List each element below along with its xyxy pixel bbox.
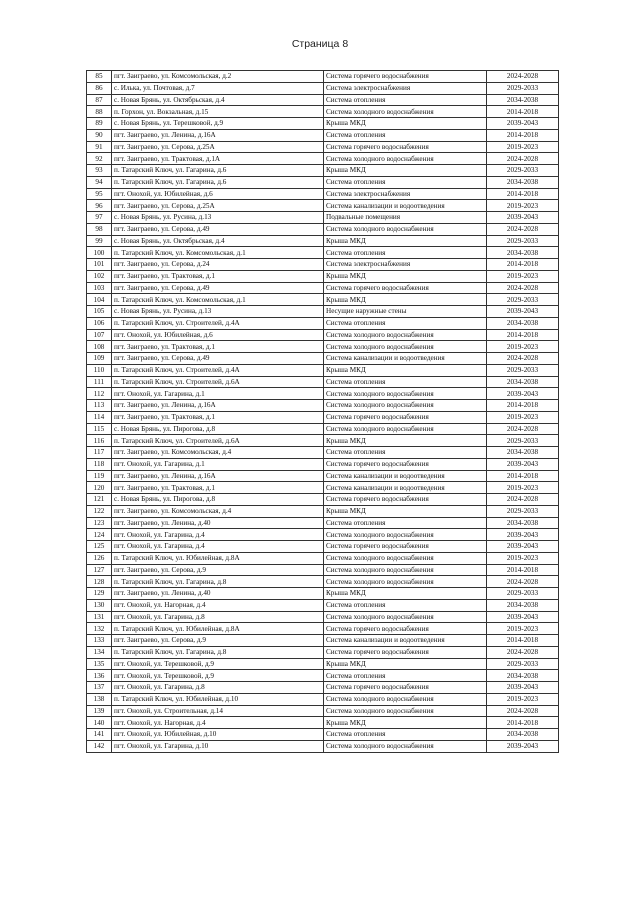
system-cell: Система холодного водоснабжения	[324, 153, 487, 165]
period-cell: 2024-2028	[487, 646, 559, 658]
system-cell: Система электроснабжения	[324, 188, 487, 200]
table-row	[87, 435, 559, 447]
row-number: 115	[87, 423, 112, 435]
row-number: 101	[87, 259, 112, 271]
address-cell: пгт. Заиграево, ул. Серова, д.49	[112, 223, 324, 235]
table-row	[87, 141, 559, 153]
row-number: 87	[87, 94, 112, 106]
row-number: 92	[87, 153, 112, 165]
address-cell: п. Татарский Ключ, ул. Гагарина, д.8	[112, 646, 324, 658]
period-cell: 2039-2043	[487, 682, 559, 694]
table-row	[87, 294, 559, 306]
address-cell: п. Татарский Ключ, ул. Строителей, д.6А	[112, 435, 324, 447]
address-cell: пгт. Заиграево, ул. Серова, д.25А	[112, 141, 324, 153]
table-row	[87, 635, 559, 647]
period-cell: 2014-2018	[487, 470, 559, 482]
table-row	[87, 705, 559, 717]
system-cell: Система холодного водоснабжения	[324, 423, 487, 435]
address-cell: с. Новая Брянь, ул. Октябрьская, д.4	[112, 94, 324, 106]
system-cell: Система отопления	[324, 176, 487, 188]
row-number: 125	[87, 541, 112, 553]
address-cell: пгт. Онохой, ул. Юбилейная, д.6	[112, 329, 324, 341]
address-cell: п. Татарский Ключ, ул. Комсомольская, д.1	[112, 294, 324, 306]
system-cell: Крыша МКД	[324, 364, 487, 376]
address-cell: пгт. Онохой, ул. Нагорная, д.4	[112, 717, 324, 729]
row-number: 118	[87, 458, 112, 470]
table-row	[87, 212, 559, 224]
row-number: 141	[87, 729, 112, 741]
row-number: 91	[87, 141, 112, 153]
row-number: 134	[87, 646, 112, 658]
row-number: 88	[87, 106, 112, 118]
table-row	[87, 729, 559, 741]
address-cell: пгт. Заиграево, ул. Трактовая, д.1	[112, 341, 324, 353]
row-number: 123	[87, 517, 112, 529]
period-cell: 2034-2038	[487, 376, 559, 388]
period-cell: 2019-2023	[487, 200, 559, 212]
table-row	[87, 623, 559, 635]
system-cell: Система отопления	[324, 317, 487, 329]
address-cell: пгт. Заиграево, ул. Серова, д.25А	[112, 200, 324, 212]
address-cell: с. Новая Брянь, ул. Терешковой, д.9	[112, 118, 324, 130]
address-cell: п. Татарский Ключ, ул. Юбилейная, д.10	[112, 693, 324, 705]
row-number: 130	[87, 599, 112, 611]
period-cell: 2024-2028	[487, 153, 559, 165]
row-number: 140	[87, 717, 112, 729]
row-number: 97	[87, 212, 112, 224]
system-cell: Система горячего водоснабжения	[324, 682, 487, 694]
row-number: 122	[87, 505, 112, 517]
period-cell: 2034-2038	[487, 599, 559, 611]
period-cell: 2029-2033	[487, 658, 559, 670]
table-row	[87, 411, 559, 423]
address-cell: с. Новая Брянь, ул. Пирогова, д.8	[112, 423, 324, 435]
address-cell: пгт. Онохой, ул. Гагарина, д.4	[112, 529, 324, 541]
address-cell: пгт. Заиграево, ул. Комсомольская, д.4	[112, 447, 324, 459]
row-number: 94	[87, 176, 112, 188]
period-cell: 2014-2018	[487, 400, 559, 412]
row-number: 138	[87, 693, 112, 705]
period-cell: 2029-2033	[487, 588, 559, 600]
address-cell: пгт. Заиграево, ул. Трактовая, д.1	[112, 270, 324, 282]
system-cell: Крыша МКД	[324, 717, 487, 729]
row-number: 121	[87, 494, 112, 506]
address-cell: п. Татарский Ключ, ул. Юбилейная, д.8А	[112, 552, 324, 564]
row-number: 113	[87, 400, 112, 412]
system-cell: Система холодного водоснабжения	[324, 564, 487, 576]
address-cell: пгт. Онохой, ул. Терешковой, д.9	[112, 658, 324, 670]
table-row	[87, 682, 559, 694]
system-cell: Система электроснабжения	[324, 259, 487, 271]
period-cell: 2039-2043	[487, 306, 559, 318]
row-number: 131	[87, 611, 112, 623]
system-cell: Система отопления	[324, 247, 487, 259]
period-cell: 2039-2043	[487, 611, 559, 623]
repair-schedule-table	[86, 70, 559, 753]
table-row	[87, 564, 559, 576]
address-cell: пгт. Заиграево, ул. Ленина, д.40	[112, 517, 324, 529]
period-cell: 2019-2023	[487, 693, 559, 705]
system-cell: Система горячего водоснабжения	[324, 458, 487, 470]
row-number: 95	[87, 188, 112, 200]
table-row	[87, 611, 559, 623]
system-cell: Система отопления	[324, 94, 487, 106]
row-number: 100	[87, 247, 112, 259]
address-cell: с. Новая Брянь, ул. Октябрьская, д.4	[112, 235, 324, 247]
system-cell: Система холодного водоснабжения	[324, 693, 487, 705]
address-cell: пгт. Онохой, ул. Терешковой, д.9	[112, 670, 324, 682]
row-number: 110	[87, 364, 112, 376]
system-cell: Крыша МКД	[324, 118, 487, 130]
address-cell: пгт. Онохой, ул. Юбилейная, д.10	[112, 729, 324, 741]
table-row	[87, 353, 559, 365]
table-row	[87, 223, 559, 235]
row-number: 104	[87, 294, 112, 306]
table-body	[87, 71, 559, 753]
address-cell: пгт. Заиграево, ул. Ленина, д.40	[112, 588, 324, 600]
period-cell: 2029-2033	[487, 435, 559, 447]
period-cell: 2014-2018	[487, 106, 559, 118]
table-row	[87, 153, 559, 165]
row-number: 139	[87, 705, 112, 717]
table-row	[87, 505, 559, 517]
system-cell: Система горячего водоснабжения	[324, 141, 487, 153]
table-row	[87, 106, 559, 118]
table-row	[87, 482, 559, 494]
table-row	[87, 176, 559, 188]
table-row	[87, 388, 559, 400]
period-cell: 2019-2023	[487, 341, 559, 353]
table-row	[87, 282, 559, 294]
address-cell: пгт. Онохой, ул. Гагарина, д.8	[112, 611, 324, 623]
period-cell: 2014-2018	[487, 329, 559, 341]
row-number: 98	[87, 223, 112, 235]
table-row	[87, 658, 559, 670]
row-number: 137	[87, 682, 112, 694]
system-cell: Система отопления	[324, 599, 487, 611]
system-cell: Система горячего водоснабжения	[324, 71, 487, 83]
table-row	[87, 494, 559, 506]
period-cell: 2029-2033	[487, 505, 559, 517]
period-cell: 2024-2028	[487, 223, 559, 235]
system-cell: Система холодного водоснабжения	[324, 705, 487, 717]
system-cell: Крыша МКД	[324, 658, 487, 670]
table-row	[87, 670, 559, 682]
address-cell: пгт. Онохой, ул. Гагарина, д.10	[112, 740, 324, 752]
page-number-label: Страница 8	[291, 38, 349, 50]
row-number: 106	[87, 317, 112, 329]
system-cell: Система отопления	[324, 670, 487, 682]
system-cell: Крыша МКД	[324, 270, 487, 282]
period-cell: 2014-2018	[487, 635, 559, 647]
row-number: 126	[87, 552, 112, 564]
address-cell: пгт. Заиграево, ул. Серова, д.49	[112, 282, 324, 294]
table-row	[87, 118, 559, 130]
period-cell: 2029-2033	[487, 364, 559, 376]
row-number: 103	[87, 282, 112, 294]
period-cell: 2039-2043	[487, 740, 559, 752]
period-cell: 2029-2033	[487, 294, 559, 306]
table-row	[87, 329, 559, 341]
address-cell: п. Татарский Ключ, ул. Строителей, д.4А	[112, 317, 324, 329]
address-cell: с. Новая Брянь, ул. Русина, д.13	[112, 306, 324, 318]
address-cell: с. Новая Брянь, ул. Пирогова, д.8	[112, 494, 324, 506]
period-cell: 2019-2023	[487, 552, 559, 564]
row-number: 93	[87, 165, 112, 177]
system-cell: Система отопления	[324, 517, 487, 529]
row-number: 114	[87, 411, 112, 423]
table-row	[87, 200, 559, 212]
system-cell: Система холодного водоснабжения	[324, 388, 487, 400]
period-cell: 2039-2043	[487, 118, 559, 130]
period-cell: 2019-2023	[487, 411, 559, 423]
row-number: 102	[87, 270, 112, 282]
system-cell: Система горячего водоснабжения	[324, 541, 487, 553]
row-number: 132	[87, 623, 112, 635]
table-row	[87, 259, 559, 271]
period-cell: 2019-2023	[487, 623, 559, 635]
table-row	[87, 646, 559, 658]
period-cell: 2029-2033	[487, 235, 559, 247]
period-cell: 2034-2038	[487, 94, 559, 106]
period-cell: 2029-2033	[487, 82, 559, 94]
table-row	[87, 94, 559, 106]
period-cell: 2034-2038	[487, 317, 559, 329]
system-cell: Система горячего водоснабжения	[324, 646, 487, 658]
table-row	[87, 317, 559, 329]
system-cell: Система холодного водоснабжения	[324, 529, 487, 541]
table-row	[87, 400, 559, 412]
address-cell: п. Горхон, ул. Вокзальная, д.15	[112, 106, 324, 118]
system-cell: Система отопления	[324, 129, 487, 141]
period-cell: 2039-2043	[487, 541, 559, 553]
system-cell: Система канализации и водоотведения	[324, 200, 487, 212]
system-cell: Система отопления	[324, 447, 487, 459]
system-cell: Система канализации и водоотведения	[324, 470, 487, 482]
table-row	[87, 235, 559, 247]
address-cell: п. Татарский Ключ, ул. Строителей, д.4А	[112, 364, 324, 376]
system-cell: Система горячего водоснабжения	[324, 282, 487, 294]
system-cell: Крыша МКД	[324, 588, 487, 600]
system-cell: Система холодного водоснабжения	[324, 740, 487, 752]
period-cell: 2024-2028	[487, 494, 559, 506]
system-cell: Система холодного водоснабжения	[324, 611, 487, 623]
address-cell: пгт. Онохой, ул. Гагарина, д.4	[112, 541, 324, 553]
table-row	[87, 447, 559, 459]
table-row	[87, 693, 559, 705]
row-number: 99	[87, 235, 112, 247]
row-number: 96	[87, 200, 112, 212]
row-number: 111	[87, 376, 112, 388]
period-cell: 2024-2028	[487, 576, 559, 588]
system-cell: Система холодного водоснабжения	[324, 576, 487, 588]
system-cell: Система горячего водоснабжения	[324, 623, 487, 635]
period-cell: 2034-2038	[487, 247, 559, 259]
address-cell: пгт. Онохой, ул. Гагарина, д.8	[112, 682, 324, 694]
row-number: 108	[87, 341, 112, 353]
table-row	[87, 588, 559, 600]
row-number: 112	[87, 388, 112, 400]
address-cell: пгт. Заиграево, ул. Трактовая, д.1	[112, 482, 324, 494]
table-row	[87, 552, 559, 564]
period-cell: 2024-2028	[487, 71, 559, 83]
address-cell: пгт. Заиграево, ул. Комсомольская, д.4	[112, 505, 324, 517]
address-cell: пгт. Онохой, ул. Гагарина, д.1	[112, 388, 324, 400]
address-cell: пгт. Заиграево, ул. Серова, д.9	[112, 635, 324, 647]
system-cell: Несущие наружные стены	[324, 306, 487, 318]
table-row	[87, 188, 559, 200]
row-number: 135	[87, 658, 112, 670]
period-cell: 2024-2028	[487, 282, 559, 294]
period-cell: 2024-2028	[487, 705, 559, 717]
system-cell: Подвальные помещения	[324, 212, 487, 224]
address-cell: п. Татарский Ключ, ул. Строителей, д.6А	[112, 376, 324, 388]
address-cell: пгт. Заиграево, ул. Трактовая, д.1А	[112, 153, 324, 165]
period-cell: 2034-2038	[487, 729, 559, 741]
row-number: 133	[87, 635, 112, 647]
table-row	[87, 165, 559, 177]
row-number: 117	[87, 447, 112, 459]
address-cell: пгт. Заиграево, ул. Комсомольская, д.2	[112, 71, 324, 83]
system-cell: Система горячего водоснабжения	[324, 494, 487, 506]
row-number: 107	[87, 329, 112, 341]
row-number: 142	[87, 740, 112, 752]
system-cell: Система холодного водоснабжения	[324, 341, 487, 353]
table-row	[87, 71, 559, 83]
period-cell: 2034-2038	[487, 176, 559, 188]
system-cell: Система холодного водоснабжения	[324, 400, 487, 412]
table-row	[87, 517, 559, 529]
period-cell: 2014-2018	[487, 188, 559, 200]
system-cell: Система холодного водоснабжения	[324, 223, 487, 235]
table-row	[87, 470, 559, 482]
row-number: 136	[87, 670, 112, 682]
period-cell: 2039-2043	[487, 212, 559, 224]
period-cell: 2019-2023	[487, 270, 559, 282]
address-cell: пгт. Онохой, ул. Юбилейная, д.6	[112, 188, 324, 200]
table-row	[87, 247, 559, 259]
address-cell: пгт. Заиграево, ул. Серова, д.49	[112, 353, 324, 365]
address-cell: п. Татарский Ключ, ул. Юбилейная, д.8А	[112, 623, 324, 635]
address-cell: п. Татарский Ключ, ул. Комсомольская, д.1	[112, 247, 324, 259]
table-row	[87, 270, 559, 282]
row-number: 116	[87, 435, 112, 447]
row-number: 120	[87, 482, 112, 494]
system-cell: Система канализации и водоотведения	[324, 353, 487, 365]
system-cell: Система канализации и водоотведения	[324, 635, 487, 647]
address-cell: пгт. Заиграево, ул. Серова, д.9	[112, 564, 324, 576]
table-row	[87, 306, 559, 318]
table-row	[87, 576, 559, 588]
address-cell: с. Илька, ул. Почтовая, д.7	[112, 82, 324, 94]
period-cell: 2019-2023	[487, 482, 559, 494]
system-cell: Система канализации и водоотведения	[324, 482, 487, 494]
system-cell: Крыша МКД	[324, 294, 487, 306]
table-row	[87, 529, 559, 541]
table-row	[87, 341, 559, 353]
table-row	[87, 740, 559, 752]
table-row	[87, 82, 559, 94]
period-cell: 2034-2038	[487, 517, 559, 529]
address-cell: пгт. Заиграево, ул. Ленина, д.16А	[112, 470, 324, 482]
system-cell: Система электроснабжения	[324, 82, 487, 94]
system-cell: Система холодного водоснабжения	[324, 329, 487, 341]
period-cell: 2014-2018	[487, 717, 559, 729]
period-cell: 2014-2018	[487, 564, 559, 576]
table-row	[87, 376, 559, 388]
address-cell: пгт. Заиграево, ул. Серова, д.24	[112, 259, 324, 271]
system-cell: Крыша МКД	[324, 435, 487, 447]
row-number: 129	[87, 588, 112, 600]
row-number: 128	[87, 576, 112, 588]
period-cell: 2039-2043	[487, 529, 559, 541]
period-cell: 2024-2028	[487, 423, 559, 435]
address-cell: п. Татарский Ключ, ул. Гагарина, д.8	[112, 576, 324, 588]
period-cell: 2014-2018	[487, 129, 559, 141]
system-cell: Крыша МКД	[324, 505, 487, 517]
address-cell: пгт. Онохой, ул. Гагарина, д.1	[112, 458, 324, 470]
row-number: 124	[87, 529, 112, 541]
period-cell: 2014-2018	[487, 259, 559, 271]
system-cell: Система отопления	[324, 376, 487, 388]
period-cell: 2039-2043	[487, 388, 559, 400]
system-cell: Крыша МКД	[324, 165, 487, 177]
table-row	[87, 129, 559, 141]
table-row	[87, 364, 559, 376]
row-number: 86	[87, 82, 112, 94]
period-cell: 2024-2028	[487, 353, 559, 365]
system-cell: Система холодного водоснабжения	[324, 552, 487, 564]
address-cell: пгт. Онохой, ул. Строительная, д.14	[112, 705, 324, 717]
address-cell: с. Новая Брянь, ул. Русина, д.13	[112, 212, 324, 224]
system-cell: Крыша МКД	[324, 235, 487, 247]
row-number: 89	[87, 118, 112, 130]
period-cell: 2029-2033	[487, 165, 559, 177]
period-cell: 2034-2038	[487, 447, 559, 459]
address-cell: пгт. Онохой, ул. Нагорная, д.4	[112, 599, 324, 611]
table-row	[87, 458, 559, 470]
row-number: 127	[87, 564, 112, 576]
row-number: 85	[87, 71, 112, 83]
address-cell: пгт. Заиграево, ул. Трактовая, д.1	[112, 411, 324, 423]
address-cell: п. Татарский Ключ, ул. Гагарина, д.6	[112, 165, 324, 177]
address-cell: пгт. Заиграево, ул. Ленина, д.16А	[112, 129, 324, 141]
table-row	[87, 423, 559, 435]
row-number: 109	[87, 353, 112, 365]
row-number: 119	[87, 470, 112, 482]
table-row	[87, 717, 559, 729]
table-row	[87, 599, 559, 611]
system-cell: Система холодного водоснабжения	[324, 106, 487, 118]
system-cell: Система горячего водоснабжения	[324, 411, 487, 423]
address-cell: п. Татарский Ключ, ул. Гагарина, д.6	[112, 176, 324, 188]
period-cell: 2034-2038	[487, 670, 559, 682]
period-cell: 2019-2023	[487, 141, 559, 153]
period-cell: 2039-2043	[487, 458, 559, 470]
row-number: 90	[87, 129, 112, 141]
table-row	[87, 541, 559, 553]
row-number: 105	[87, 306, 112, 318]
address-cell: пгт. Заиграево, ул. Ленина, д.16А	[112, 400, 324, 412]
system-cell: Система отопления	[324, 729, 487, 741]
